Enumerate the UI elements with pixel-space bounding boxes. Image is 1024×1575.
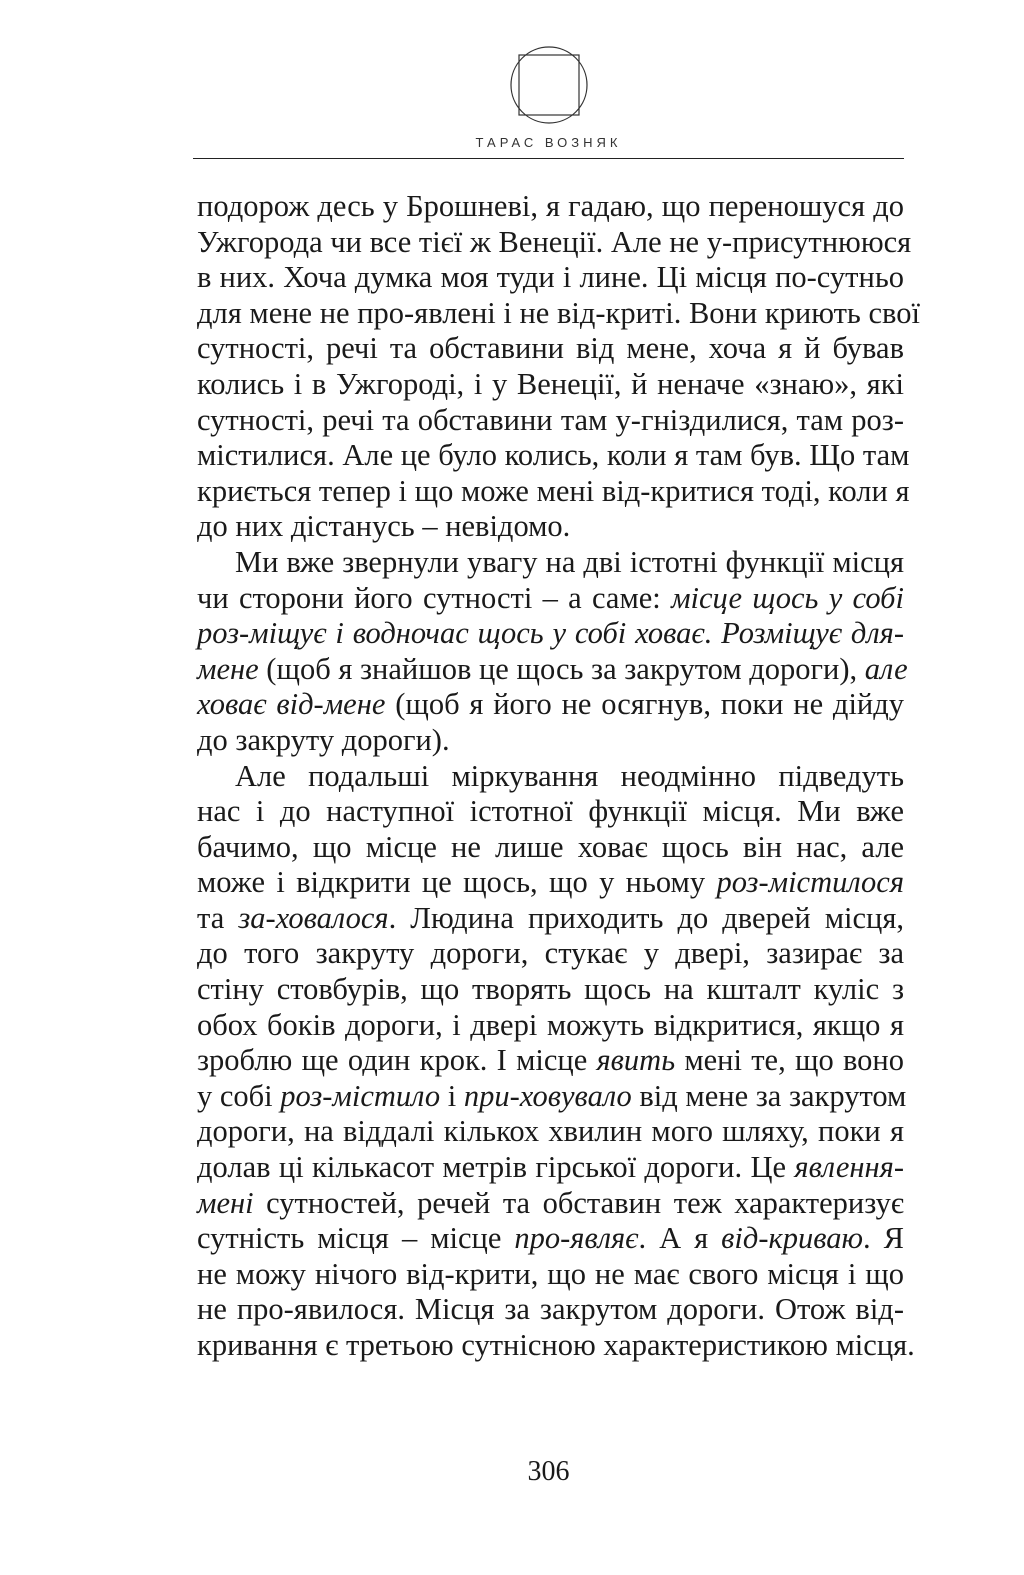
- text-run: . Людина приходить до дверей місця,: [388, 900, 905, 935]
- text-run: містилися. Але це було колись, коли я там був. Що там: [197, 438, 910, 473]
- text-line: [197, 1186, 904, 1222]
- text-run: сутності, речі та обставини там у-гніздилися, там роз-: [197, 402, 904, 437]
- text-line: [197, 295, 920, 332]
- body-text: [197, 189, 920, 1364]
- text-line: [197, 830, 904, 866]
- text-run: у собі: [197, 1078, 281, 1113]
- text-run: для мене не про-явлені і не від-криті. Вони криють свої: [197, 295, 920, 330]
- italic-text-run: про-являє: [514, 1221, 639, 1256]
- text-run: може і відкрити це щось, що у ньому: [197, 865, 717, 900]
- text-line: [197, 972, 904, 1008]
- text-run: до них дістанусь – невідомо.: [197, 509, 571, 544]
- text-line: [197, 260, 904, 296]
- text-run: (щоб я його не осягнув, поки не дійду: [385, 687, 905, 722]
- text-run: обох боків дороги, і двері можуть відкритися, якщо я: [197, 1007, 904, 1042]
- italic-text-run: роз-містило: [280, 1078, 441, 1113]
- italic-text-run: але: [864, 651, 908, 686]
- text-run: та: [197, 900, 239, 935]
- text-line: [197, 1150, 904, 1186]
- text-run: сутність місця – місце: [197, 1221, 515, 1256]
- circle-square-logo-icon: [508, 44, 590, 126]
- text-line: [197, 1078, 907, 1115]
- italic-text-run: явить: [596, 1043, 676, 1078]
- running-head-author: ТАРАС ВОЗНЯК: [475, 135, 622, 150]
- page-number: 306: [527, 1456, 570, 1487]
- text-run: подорож десь у Брошневі, я гадаю, що переношуся до: [197, 189, 904, 223]
- text-run: Ужгорода чи все тієї ж Венеції. Але не у-присутнююся: [197, 224, 912, 259]
- italic-text-run: роз-міщує і водночас щось у собі ховає. Розміщує для-: [197, 616, 904, 651]
- italic-text-run: явлення-: [794, 1150, 904, 1185]
- italic-text-run: місце щось у собі: [671, 580, 904, 615]
- italic-text-run: від-криваю: [721, 1221, 864, 1256]
- text-line: [197, 687, 904, 723]
- text-line: [197, 545, 904, 581]
- text-line: [197, 936, 904, 972]
- text-run: колись і в Ужгороді, і у Венеції, й неначе «знаю», які: [197, 366, 904, 401]
- text-line: [197, 1043, 904, 1079]
- text-run: Ми вже звернули увагу на дві істотні функції місця: [235, 544, 904, 579]
- text-line: [197, 723, 904, 759]
- text-line: [197, 367, 904, 403]
- text-run: і: [440, 1078, 464, 1113]
- italic-text-run: роз-містилося: [716, 865, 904, 900]
- text-run: кривання є третьою сутнісною характеристикою місця.: [197, 1328, 915, 1362]
- text-line: [197, 224, 912, 261]
- text-run: . А я: [638, 1221, 722, 1256]
- italic-text-run: ховає від-мене: [197, 687, 386, 722]
- text-line: [197, 1008, 904, 1044]
- text-run: не про-явилося. Місця за закрутом дороги. Отож від-: [197, 1292, 904, 1327]
- text-run: . Я: [863, 1221, 904, 1256]
- text-line: [197, 189, 904, 225]
- text-run: Але подальші міркування неодмінно підведуть: [235, 758, 904, 793]
- text-line: [197, 759, 904, 795]
- text-line: [197, 438, 910, 474]
- text-run: чи сторони його сутності – а саме:: [197, 580, 672, 615]
- italic-text-run: мені: [197, 1185, 254, 1220]
- text-run: від мене за закрутом: [631, 1078, 907, 1113]
- text-line: [197, 403, 904, 439]
- text-run: зроблю ще один крок. І місце: [197, 1043, 597, 1078]
- text-run: сутності, речі та обставини від мене, хоча я й бував: [197, 331, 904, 366]
- text-run: бачимо, що місце не лише ховає щось він нас, але: [197, 829, 904, 864]
- text-run: долав ці кількасот метрів гірської дороги. Це: [197, 1150, 795, 1185]
- text-run: нас і до наступної істотної функції місця. Ми вже: [197, 794, 904, 829]
- text-line: [197, 1292, 904, 1328]
- text-line: [197, 1257, 904, 1293]
- text-run: (щоб я знайшов це щось за закрутом дороги),: [258, 651, 865, 686]
- italic-text-run: мене: [197, 651, 259, 686]
- text-line: [197, 1328, 915, 1364]
- text-line: [197, 616, 904, 652]
- text-run: сутностей, речей та обставин теж характеризує: [253, 1185, 904, 1220]
- text-line: [197, 865, 904, 901]
- text-line: [197, 651, 908, 688]
- text-line: [197, 509, 904, 545]
- text-line: [197, 1114, 904, 1150]
- text-line: [197, 473, 910, 510]
- text-run: мені те, що воно: [675, 1043, 904, 1078]
- text-run: до того закруту дороги, стукає у двері, зазирає за: [197, 936, 904, 971]
- text-run: дороги, на віддалі кількох хвилин мого шляху, поки я: [197, 1114, 904, 1149]
- italic-text-run: за-ховалося: [238, 900, 389, 935]
- text-line: [197, 581, 904, 617]
- text-line: [197, 794, 904, 830]
- text-run: до закруту дороги).: [197, 722, 450, 757]
- text-run: не можу нічого від-крити, що не має свого місця і що: [197, 1256, 904, 1291]
- text-line: [197, 1221, 904, 1257]
- text-run: стіну стовбурів, що творять щось на кшталт куліс з: [197, 972, 904, 1007]
- italic-text-run: при-ховувало: [463, 1078, 632, 1113]
- text-line: [197, 331, 904, 367]
- text-run: криється тепер і що може мені від-критися тоді, коли я: [197, 473, 910, 508]
- header-rule: [193, 158, 904, 159]
- text-line: [197, 901, 904, 937]
- text-run: в них. Хоча думка моя туди і лине. Ці місця по-сутньо: [197, 260, 904, 295]
